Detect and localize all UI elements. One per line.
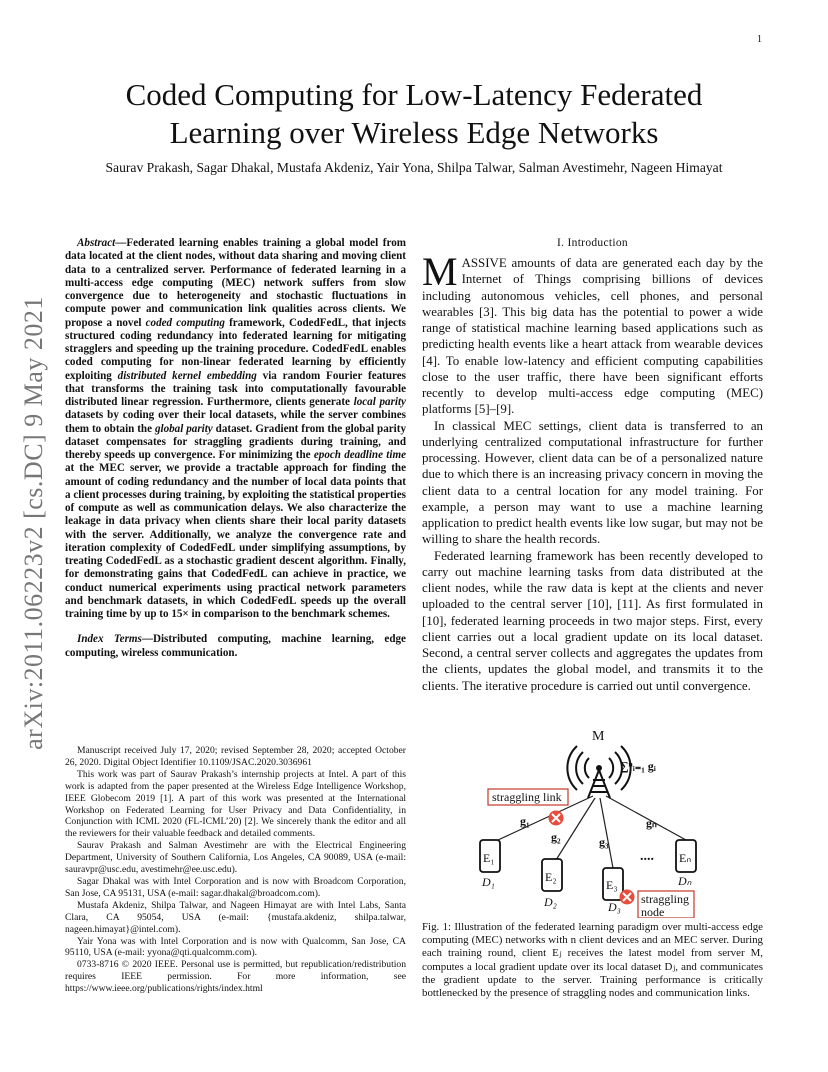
link-2 xyxy=(556,798,595,860)
straggling-link-x-icon xyxy=(549,811,564,826)
abstract-text-2: framework, CodedFedL, that injects structured coding redundancy into federated learning for mitigating stragglers and speeding up the training procedure. CodedFedL enables coded computing for non-linear federated learning by efficiently exploiting xyxy=(65,316,406,382)
footnote: Manuscript received July 17, 2020; revised September 28, 2020; accepted October 26, 2020. Digital Object Identifier 10.1109/JSAC.2020.3036961 xyxy=(65,745,406,768)
footnote: Mustafa Akdeniz, Shilpa Talwar, and Nageen Himayat are with Intel Labs, Santa Clara, CA 95054, USA (e-mail: {mustafa.akdeniz, shilpa.talwar, nageen.himayat}@intel.com). xyxy=(65,899,406,935)
abstract-text-3: via random Fourier features that transforms the training task into computationally favourable distributed linear regression. Furthermore, clients generate xyxy=(65,369,407,408)
straggling-node-x-icon xyxy=(620,890,635,905)
footnote: Sagar Dhakal was with Intel Corporation and is now with Broadcom Corporation, San Jose, CA 95131, USA (e-mail: sagar.dhakal@broadcom.com). xyxy=(65,875,406,899)
paper-title xyxy=(60,76,768,152)
dataset-d2: D₂ xyxy=(544,895,557,909)
intro-body xyxy=(422,249,763,694)
aggregate-label: ∑ⁿᵢ₌₁ gᵢ xyxy=(620,759,656,773)
intro-text-1: ASSIVE amounts of data are generated each day by the Internet of Things comprising billions of devices including autonomous vehicles, cell phones, and personal wearables [3]. This big data has the potential to power a wide range of statistical machine learning based applications such as predicting health events like a heart attack from wearable devices [4]. To enable low-latency and efficient computing capabilities close to the user traffic, there have been significant efforts recently to develop multi-access edge computing (MEC) platforms [5]–[9]. xyxy=(422,256,763,417)
footnote: Saurav Prakash and Salman Avestimehr are with the Electrical Engineering Department, University of Southern California, Los Angeles, CA 90089, USA (e-mail: sauravpr@usc.edu, avestimehr@ee.usc.edu). xyxy=(65,840,406,876)
dataset-d3: D₃ xyxy=(608,900,621,914)
federated-learning-diagram xyxy=(468,728,758,918)
dataset-dn: Dₙ xyxy=(678,874,692,888)
title-line-2: Learning over Wireless Edge Networks xyxy=(169,115,659,150)
footnote: 0733-8716 © 2020 IEEE. Personal use is permitted, but republication/redistribution requires IEEE permission. For more information, see https://www.ieee.org/publications/rights/index.html xyxy=(65,959,406,995)
footnote: Yair Yona was with Intel Corporation and is now with Qualcomm, San Jose, CA 95110, USA (e-mail: yyona@qti.qualcomm.com). xyxy=(65,935,406,959)
link-3 xyxy=(600,798,613,868)
abstract-text-4: datasets by coding over their local datasets, while the server combines them to obtain the xyxy=(65,409,406,435)
straggling-node-label-2: node xyxy=(641,905,665,918)
server-label: M xyxy=(592,729,605,744)
device-e1-label: E₁ xyxy=(483,851,495,865)
index-terms xyxy=(65,633,406,660)
dataset-d1: D₁ xyxy=(482,875,495,889)
section-heading: I. Introduction xyxy=(557,237,628,249)
gradient-g3: g₃ xyxy=(599,835,609,849)
abstract-text-5: dataset. Gradient from the global parity dataset compensates for straggling gradients during training, and thereby speeds up convergence. For minimizing the xyxy=(65,422,406,461)
abstract-text-1: —Federated learning enables training a global model from data located at the client nodes, without data sharing and moving client data to a centralized server. Performance of federated learning in a multi-access edge computing (MEC) network suffers from slow convergence due to heterogeneity and stochastic fluctuations in compute power and communication link qualities across clients. We propose a novel xyxy=(65,237,406,329)
title-line-1: Coded Computing for Low-Latency Federated xyxy=(125,77,703,112)
abstract-emph-2: distributed kernel embedding xyxy=(117,369,257,382)
intro-paragraph-2: In classical MEC settings, client data is transferred to an underlying centralized computational infrastructure for further processing. However, client data can be of a personalized nature due to which there is an increasing privacy concern in moving the client data to a central location for any model training. For example, a person may want to use a machine learning application to predict health events like low sugar, but may not be willing to share the health records. xyxy=(422,418,763,547)
index-terms-label: Index Terms xyxy=(77,633,142,646)
device-e2-label: E₂ xyxy=(545,870,557,884)
device-e3-label: E₃ xyxy=(606,878,618,892)
gradient-g1: g₁ xyxy=(520,814,530,828)
straggling-link-label: straggling link xyxy=(492,790,562,804)
intro-paragraph-3: Federated learning framework has been recently developed to carry out machine learning tasks from data distributed at the client nodes, while the raw data is kept at the clients and never uploaded to the central server [10], [11]. As first formulated in [10], federated learning proceeds in two major steps. First, every client carries out a local gradient update on its local dataset. Second, a central server collects and aggregates the updates from the clients, updates the global model, and transmits it to the clients. The iterative procedure is carried out until convergence. xyxy=(422,548,763,693)
device-en-label: Eₙ xyxy=(679,851,692,865)
abstract-label: Abstract xyxy=(77,237,116,249)
abstract-text-6: at the MEC server, we provide a tractable approach for finding the amount of coding redundancy and the number of local data points that a client processes during training, by exploiting the statistical properties of compute as well as communication delays. We also characterize the leakage in data privacy when clients share their local parity datasets with the server. Additionally, we analyze the convergence rate and iteration complexity of CodedFedL under simplifying assumptions, by treating CodedFedL as a stochastic gradient descent algorithm. Finally, for demonstrating gains that CodedFedL can achieve in practice, we conduct numerical experiments using practical network parameters and benchmark datasets, in which CodedFedL speeds up the overall training time by up to 15× in comparison to the benchmark schemes. xyxy=(65,462,406,620)
abstract-emph-4: global parity xyxy=(154,422,213,435)
arxiv-identifier: arXiv:2011.06223v2 [cs.DC] 9 May 2021 xyxy=(19,296,48,750)
abstract xyxy=(65,237,406,621)
more-devices-dots: .... xyxy=(640,849,654,864)
right-column xyxy=(422,237,763,694)
gradient-g2: g₂ xyxy=(551,830,561,844)
arxiv-sidebar xyxy=(18,288,50,758)
footnotes xyxy=(65,745,406,995)
abstract-emph-3: local parity xyxy=(353,396,406,408)
author-list: Saurav Prakash, Sagar Dhakal, Mustafa Akdeniz, Yair Yona, Shilpa Talwar, Salman Avestimehr, Nageen Himayat xyxy=(105,160,723,175)
drop-cap: M xyxy=(422,249,458,294)
left-column xyxy=(65,237,406,660)
page-number: 1 xyxy=(757,34,762,45)
figure-caption: Fig. 1: Illustration of the federated learning paradigm over multi-access edge computing (MEC) networks with n client devices and an MEC server. During each training round, client Eⱼ receives the latest model from server M, computes a local gradient update over its local dataset Dⱼ, and communicates the gradient update to the server. Training performance is critically bottlenecked by the presence of straggling nodes and communication links. xyxy=(422,921,763,1000)
straggling-node-label-1: straggling xyxy=(641,892,689,906)
gradient-gn: gₙ xyxy=(646,816,657,830)
index-terms-text: —Distributed computing, machine learning, edge computing, wireless communication. xyxy=(65,633,406,659)
abstract-emph-5: epoch deadline time xyxy=(313,449,407,461)
intro-paragraph-1 xyxy=(422,249,763,418)
abstract-emph-1: coded computing xyxy=(145,316,225,329)
footnote: This work was part of Saurav Prakash’s internship projects at Intel. A part of this work is adapted from the paper presented at the Wireless Edge Intelligence Workshop, IEEE Globecom 2019 [1]. A part of this work was presented at the International Workshop on Federated Learning for User Privacy and Data Confidentiality, in Conjunction with ICML 2020 (FL-ICML’20) [2]. We sincerely thank the editor and all the reviewers for their valuable feedback and detailed comments. xyxy=(65,768,406,840)
